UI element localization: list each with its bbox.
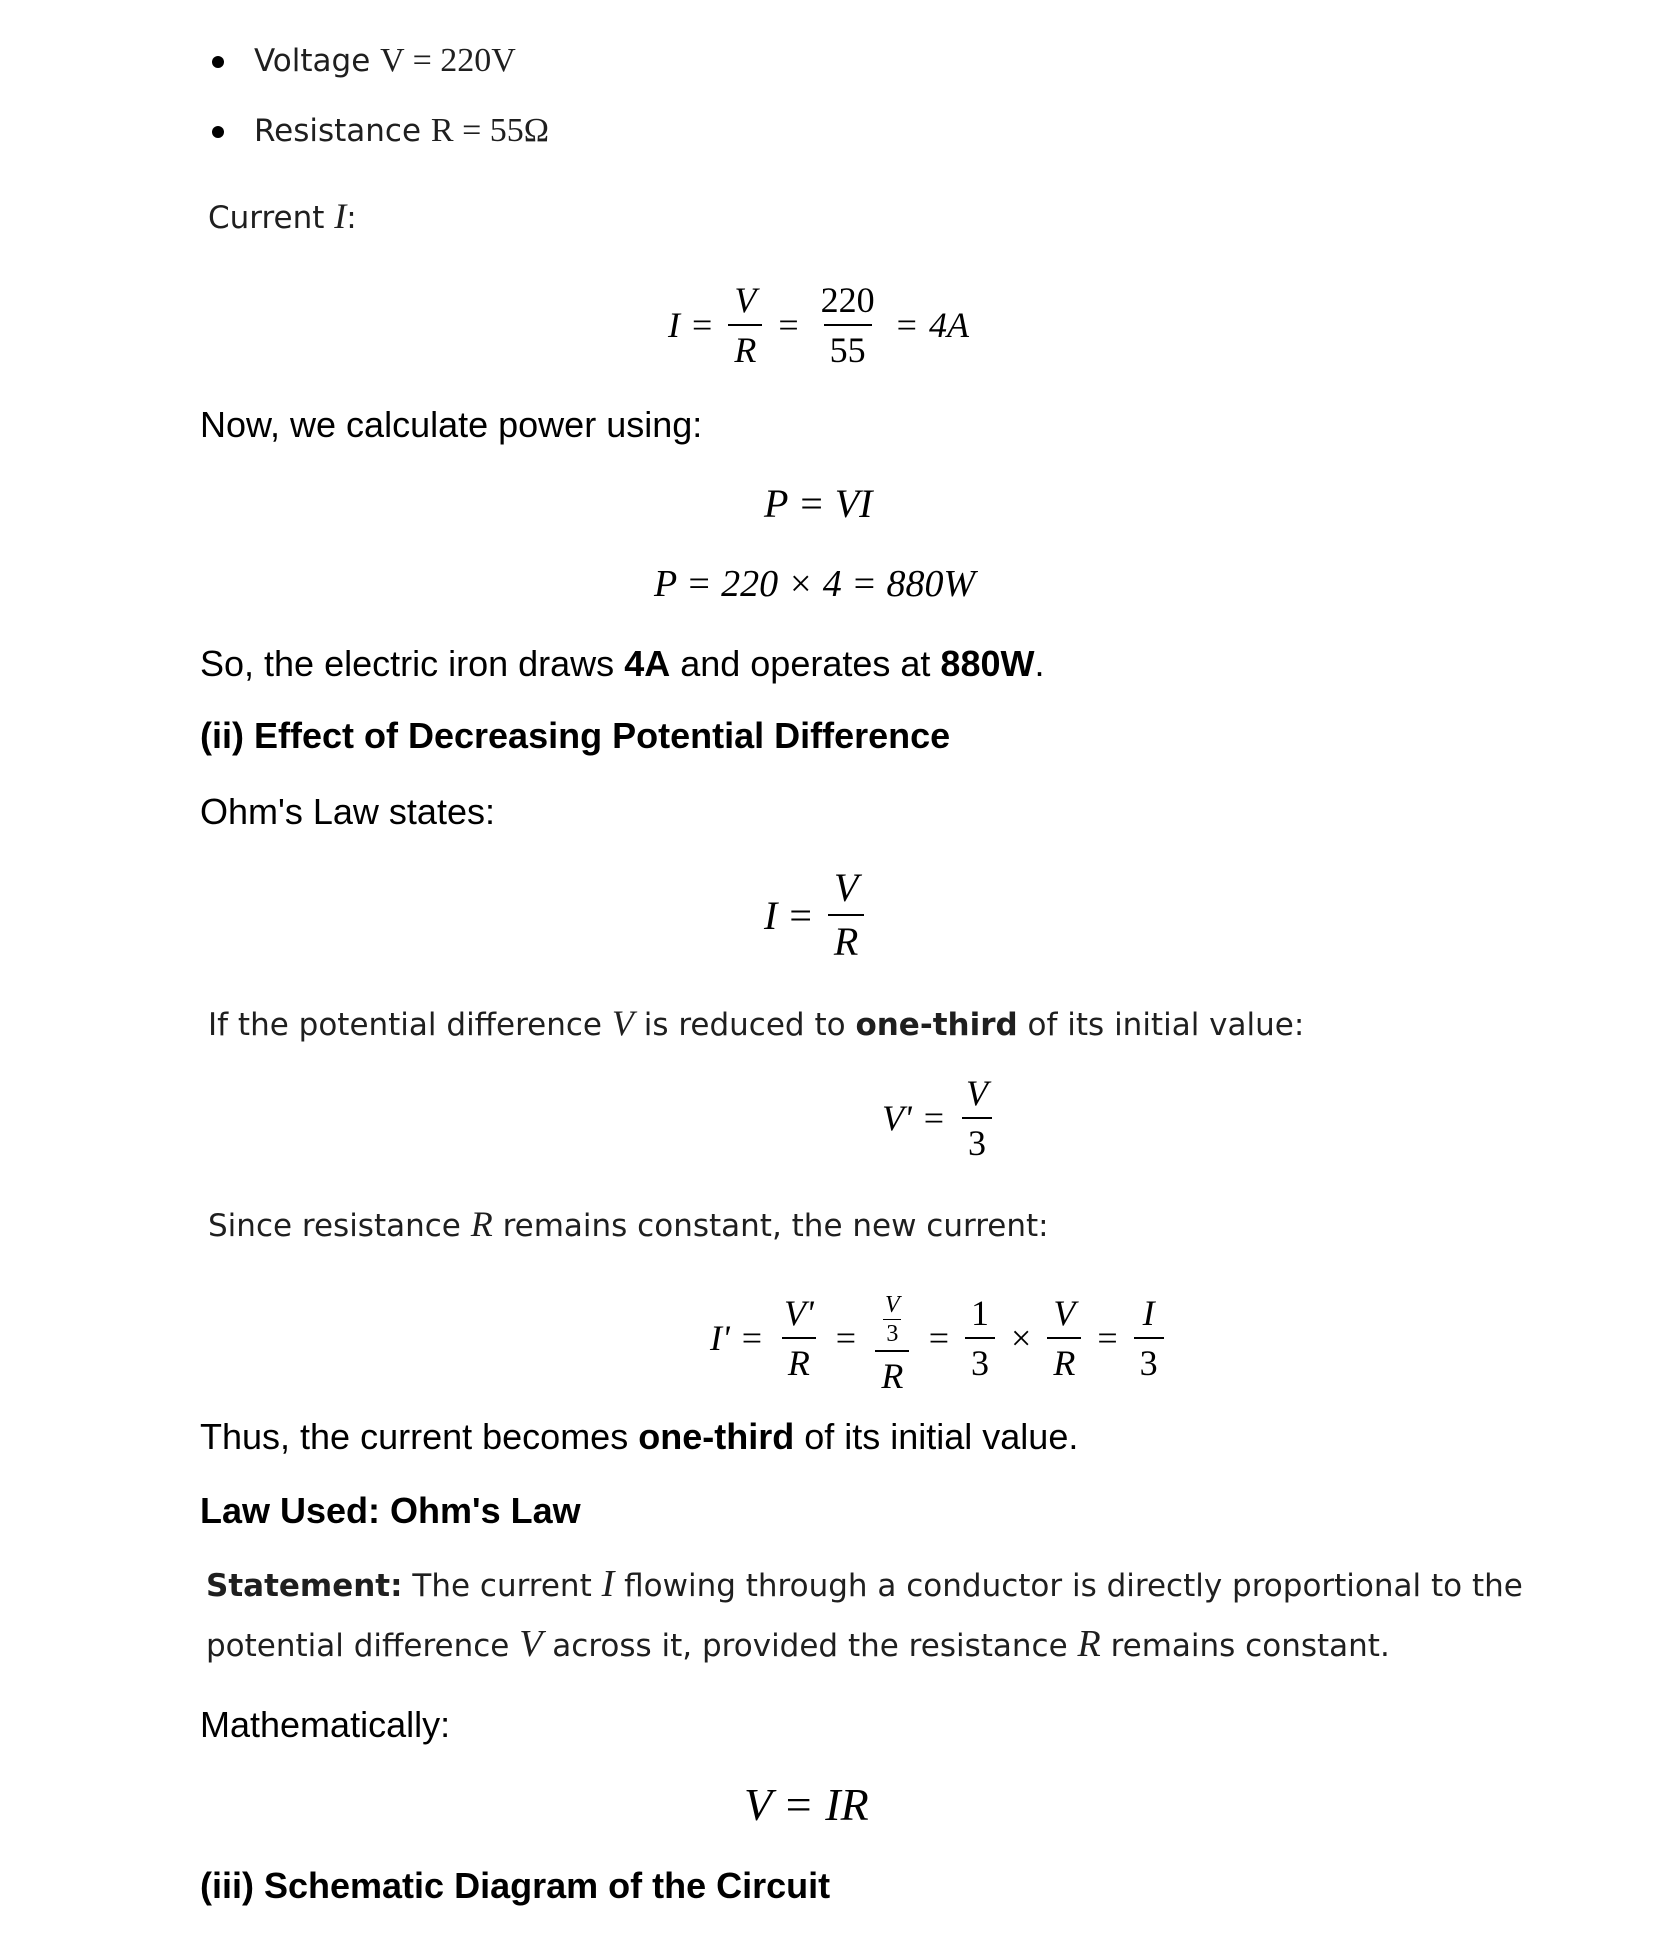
- current-result: 4A: [928, 305, 969, 345]
- reduction-text: If the potential difference V is reduced to one-third of its initial value:: [208, 1003, 1305, 1043]
- summary-power: 880W: [940, 643, 1035, 684]
- fraction-i-over-3: $\frac{I}{3}$: [1134, 1295, 1164, 1381]
- section-heading-ii: (ii) Effect of Decreasing Potential Difference: [200, 715, 951, 756]
- power-calculation: P = 220 × 4 = 880W: [654, 563, 976, 605]
- voltage-equation: V = 220V: [380, 42, 516, 79]
- given-resistance: [254, 112, 549, 150]
- fraction-v3-over-r: $\frac{\frac{V}{3}}{R}$: [872, 1282, 913, 1394]
- constant-text: Since resistance R remains constant, the new current:: [208, 1204, 1049, 1244]
- thus-text: Thus, the current becomes one-third of its initial value.: [200, 1416, 1079, 1457]
- ohm-states: Ohm's Law states:: [200, 791, 495, 832]
- resistance-equation: R = 55Ω: [430, 112, 550, 149]
- resistance-label: Resistance: [254, 113, 422, 149]
- summary-current: 4A: [624, 643, 671, 684]
- bullet-dot: [212, 126, 224, 138]
- mathematically-label: Mathematically:: [200, 1704, 451, 1745]
- voltage-label: Voltage: [254, 43, 371, 79]
- fraction-v-over-r: $\frac{V}{R}$: [1047, 1295, 1081, 1381]
- current-var: I: [334, 196, 347, 236]
- fraction-v-over-r: $\frac{V}{R}$: [828, 868, 864, 962]
- new-current-equation: I' = $\frac{V'}{R}$ = $\frac{\frac{V}{3}}{R}$ = $\frac{1}{3}$ × $\frac{V}{R}$ = $\frac{I}{3}$: [710, 1282, 1168, 1394]
- power-intro: Now, we calculate power using:: [200, 404, 703, 445]
- fraction-220-over-55: $\frac{220}{55}$: [820, 280, 875, 370]
- ohm-final-equation: V = IR: [744, 1779, 869, 1830]
- reduced-voltage-equation: V' = $\frac{V}{3}$: [882, 1075, 998, 1161]
- ohm-equation: I = $\frac{V}{R}$: [764, 868, 868, 962]
- statement-line-1: Statement: The current I flowing through a conductor is directly proportional to the: [206, 1563, 1523, 1605]
- fraction-1-over-3: $\frac{1}{3}$: [965, 1295, 995, 1381]
- statement-label: Statement:: [206, 1568, 403, 1604]
- summary-text: So, the electric iron draws 4A and operates at 880W.: [200, 643, 1045, 684]
- fraction-vprime-over-r: $\frac{V'}{R}$: [778, 1295, 820, 1381]
- section-heading-iii: (iii) Schematic Diagram of the Circuit: [200, 1865, 831, 1906]
- current-heading: Current I:: [208, 196, 357, 236]
- current-equation: I = $\frac{V}{R}$ = $\frac{220}{55}$ = 4A: [668, 280, 969, 370]
- fraction-v-over-3: $\frac{V}{3}$: [885, 1292, 900, 1347]
- given-voltage: [254, 42, 516, 80]
- power-formula: P = VI: [764, 481, 873, 526]
- bullet-dot: [212, 56, 224, 68]
- fraction-v-over-r: $\frac{V}{R}$: [728, 282, 762, 368]
- fraction-v-over-3: $\frac{V}{3}$: [960, 1075, 994, 1161]
- statement-line-2: potential difference V across it, provided the resistance R remains constant.: [206, 1623, 1390, 1665]
- law-used-heading: Law Used: Ohm's Law: [200, 1490, 581, 1531]
